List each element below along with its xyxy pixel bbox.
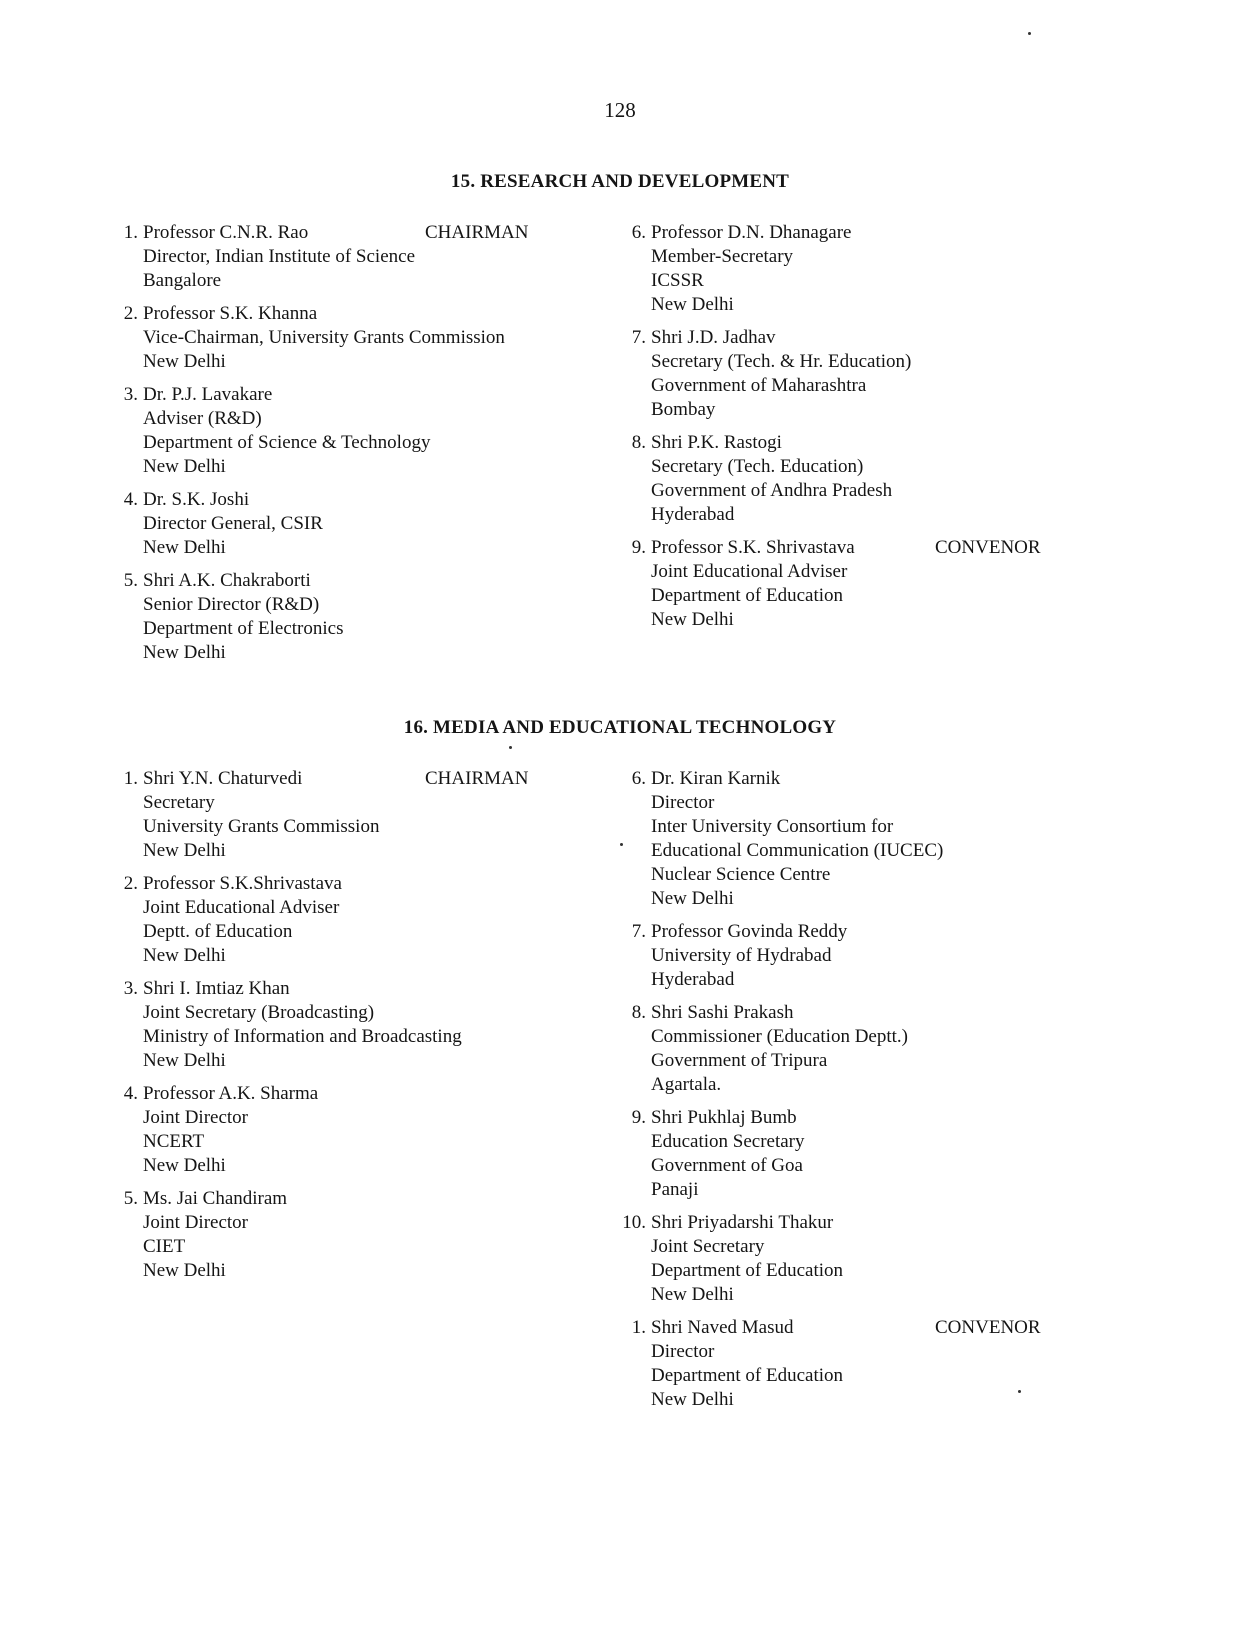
member-name: Shri A.K. Chakraborti — [143, 570, 311, 591]
section-title-media-educational-technology: 16. MEDIA AND EDUCATIONAL TECHNOLOGY — [403, 717, 837, 738]
member-role: CONVENOR — [935, 1317, 1041, 1338]
scan-speck — [509, 746, 512, 749]
member-detail-line: Deptt. of Education — [143, 921, 293, 942]
member-detail-line: Adviser (R&D) — [143, 408, 262, 429]
member-name: Dr. Kiran Karnik — [651, 768, 781, 789]
member-entry — [622, 431, 911, 527]
member-detail-line: Department of Education — [651, 1365, 844, 1386]
member-detail-line: Agartala. — [651, 1074, 722, 1095]
member-entry — [622, 920, 943, 992]
member-detail-line: New Delhi — [143, 1260, 226, 1281]
member-number: 1. — [631, 1317, 646, 1338]
member-name: Professor Govinda Reddy — [651, 921, 848, 942]
member-detail-line: Joint Secretary — [651, 1236, 765, 1257]
member-detail-line: Government of Maharashtra — [651, 375, 867, 396]
member-entry — [114, 488, 505, 560]
member-name: Dr. P.J. Lavakare — [143, 384, 273, 405]
member-name: Shri Sashi Prakash — [651, 1002, 794, 1023]
member-entry — [114, 872, 462, 968]
member-detail-line: New Delhi — [651, 1389, 734, 1410]
member-detail-line: Department of Electronics — [143, 618, 344, 639]
section-15-right-column — [622, 221, 1041, 641]
member-detail-line: Director — [651, 1341, 715, 1362]
member-entry — [114, 221, 529, 293]
member-detail-line: New Delhi — [143, 351, 226, 372]
member-detail-line: New Delhi — [143, 642, 226, 663]
member-detail-line: University of Hydrabad — [651, 945, 832, 966]
member-entry — [622, 536, 1041, 632]
member-detail-line: ICSSR — [651, 270, 704, 291]
member-name: Professor D.N. Dhanagare — [651, 222, 852, 243]
member-detail-line: New Delhi — [143, 1050, 226, 1071]
member-detail-line: New Delhi — [143, 537, 226, 558]
member-name: Professor C.N.R. Rao — [143, 222, 309, 243]
member-detail-line: New Delhi — [651, 1284, 734, 1305]
member-entry — [114, 977, 462, 1073]
member-detail-line: New Delhi — [651, 888, 734, 909]
member-detail-line: Joint Educational Adviser — [651, 561, 848, 582]
member-detail-line: Department of Science & Technology — [143, 432, 431, 453]
member-detail-line: Department of Education — [651, 585, 844, 606]
member-detail-line: Hyderabad — [651, 969, 735, 990]
member-detail-line: New Delhi — [143, 840, 226, 861]
member-detail-line: New Delhi — [651, 294, 734, 315]
member-entry — [114, 1082, 462, 1178]
member-detail-line: Secretary (Tech. & Hr. Education) — [651, 351, 912, 372]
member-number: 1. — [123, 222, 138, 243]
member-detail-line: Government of Goa — [651, 1155, 803, 1176]
member-number: 2. — [123, 873, 138, 894]
member-detail-line: Director General, CSIR — [143, 513, 323, 534]
member-number: 7. — [631, 327, 646, 348]
member-detail-line: Senior Director (R&D) — [143, 594, 320, 615]
member-detail-line: University Grants Commission — [143, 816, 380, 837]
member-detail-line: Director — [651, 792, 715, 813]
section-16-right-column — [622, 767, 1041, 1421]
member-number: 3. — [123, 384, 138, 405]
member-name: Ms. Jai Chandiram — [143, 1188, 288, 1209]
member-name: Shri Pukhlaj Bumb — [651, 1107, 797, 1128]
member-name: Shri J.D. Jadhav — [651, 327, 776, 348]
member-detail-line: Bombay — [651, 399, 716, 420]
member-detail-line: New Delhi — [143, 945, 226, 966]
member-name: Professor S.K. Shrivastava — [651, 537, 855, 558]
member-number: 4. — [123, 489, 138, 510]
member-detail-line: Commissioner (Education Deptt.) — [651, 1026, 908, 1047]
member-number: 7. — [631, 921, 646, 942]
member-detail-line: Education Secretary — [651, 1131, 805, 1152]
member-detail-line: Secretary (Tech. Education) — [651, 456, 864, 477]
member-entry — [114, 383, 505, 479]
member-detail-line: New Delhi — [143, 456, 226, 477]
section-15-left-column — [114, 221, 529, 674]
scan-speck — [620, 843, 623, 846]
member-detail-line: Bangalore — [143, 270, 222, 291]
member-entry — [622, 1211, 943, 1307]
member-detail-line: Nuclear Science Centre — [651, 864, 831, 885]
member-name: Shri Priyadarshi Thakur — [651, 1212, 834, 1233]
member-detail-line: Joint Director — [143, 1212, 249, 1233]
member-role: CHAIRMAN — [425, 768, 529, 789]
member-detail-line: Inter University Consortium for — [651, 816, 894, 837]
member-number: 8. — [631, 1002, 646, 1023]
member-role: CONVENOR — [935, 537, 1041, 558]
member-number: 4. — [123, 1083, 138, 1104]
member-number: 2. — [123, 303, 138, 324]
member-number: 5. — [123, 570, 138, 591]
member-number: 10. — [622, 1212, 646, 1233]
member-detail-line: Joint Educational Adviser — [143, 897, 340, 918]
member-detail-line: Government of Tripura — [651, 1050, 828, 1071]
member-number: 1. — [123, 768, 138, 789]
section-title-research-development: 15. RESEARCH AND DEVELOPMENT — [450, 171, 790, 192]
member-entry — [622, 1001, 943, 1097]
member-entry — [622, 767, 943, 911]
member-detail-line: Member-Secretary — [651, 246, 794, 267]
member-detail-line: New Delhi — [143, 1155, 226, 1176]
member-detail-line: Secretary — [143, 792, 215, 813]
member-detail-line: New Delhi — [651, 609, 734, 630]
member-role: CHAIRMAN — [425, 222, 529, 243]
member-entry — [622, 221, 911, 317]
member-detail-line: Joint Secretary (Broadcasting) — [143, 1002, 375, 1023]
member-name: Professor S.K. Khanna — [143, 303, 318, 324]
member-detail-line: Educational Communication (IUCEC) — [651, 840, 944, 861]
member-detail-line: CIET — [143, 1236, 186, 1257]
member-detail-line: Department of Education — [651, 1260, 844, 1281]
member-name: Shri Y.N. Chaturvedi — [143, 768, 303, 789]
member-entry — [622, 1316, 1041, 1412]
member-number: 5. — [123, 1188, 138, 1209]
member-name: Professor A.K. Sharma — [143, 1083, 319, 1104]
section-16-left-column — [114, 767, 529, 1292]
member-number: 8. — [631, 432, 646, 453]
member-name: Shri I. Imtiaz Khan — [143, 978, 290, 999]
member-detail-line: NCERT — [143, 1131, 205, 1152]
member-detail-line: Director, Indian Institute of Science — [143, 246, 416, 267]
member-number: 3. — [123, 978, 138, 999]
member-name: Dr. S.K. Joshi — [143, 489, 250, 510]
member-number: 9. — [631, 537, 646, 558]
member-number: 9. — [631, 1107, 646, 1128]
member-entry — [114, 302, 505, 374]
member-number: 6. — [631, 768, 646, 789]
member-detail-line: Panaji — [651, 1179, 699, 1200]
member-entry — [622, 326, 911, 422]
member-detail-line: Vice-Chairman, University Grants Commission — [143, 327, 505, 348]
member-name: Professor S.K.Shrivastava — [143, 873, 342, 894]
member-entry — [114, 1187, 462, 1283]
member-detail-line: Joint Director — [143, 1107, 249, 1128]
member-name: Shri P.K. Rastogi — [651, 432, 782, 453]
scan-speck — [1018, 1390, 1021, 1393]
member-entry — [114, 569, 505, 665]
page-number: 128 — [604, 98, 636, 122]
member-detail-line: Ministry of Information and Broadcasting — [143, 1026, 462, 1047]
member-detail-line: Government of Andhra Pradesh — [651, 480, 893, 501]
member-detail-line: Hyderabad — [651, 504, 735, 525]
member-number: 6. — [631, 222, 646, 243]
member-entry — [114, 767, 529, 863]
member-entry — [622, 1106, 943, 1202]
scan-speck — [1028, 32, 1031, 35]
member-name: Shri Naved Masud — [651, 1317, 794, 1338]
